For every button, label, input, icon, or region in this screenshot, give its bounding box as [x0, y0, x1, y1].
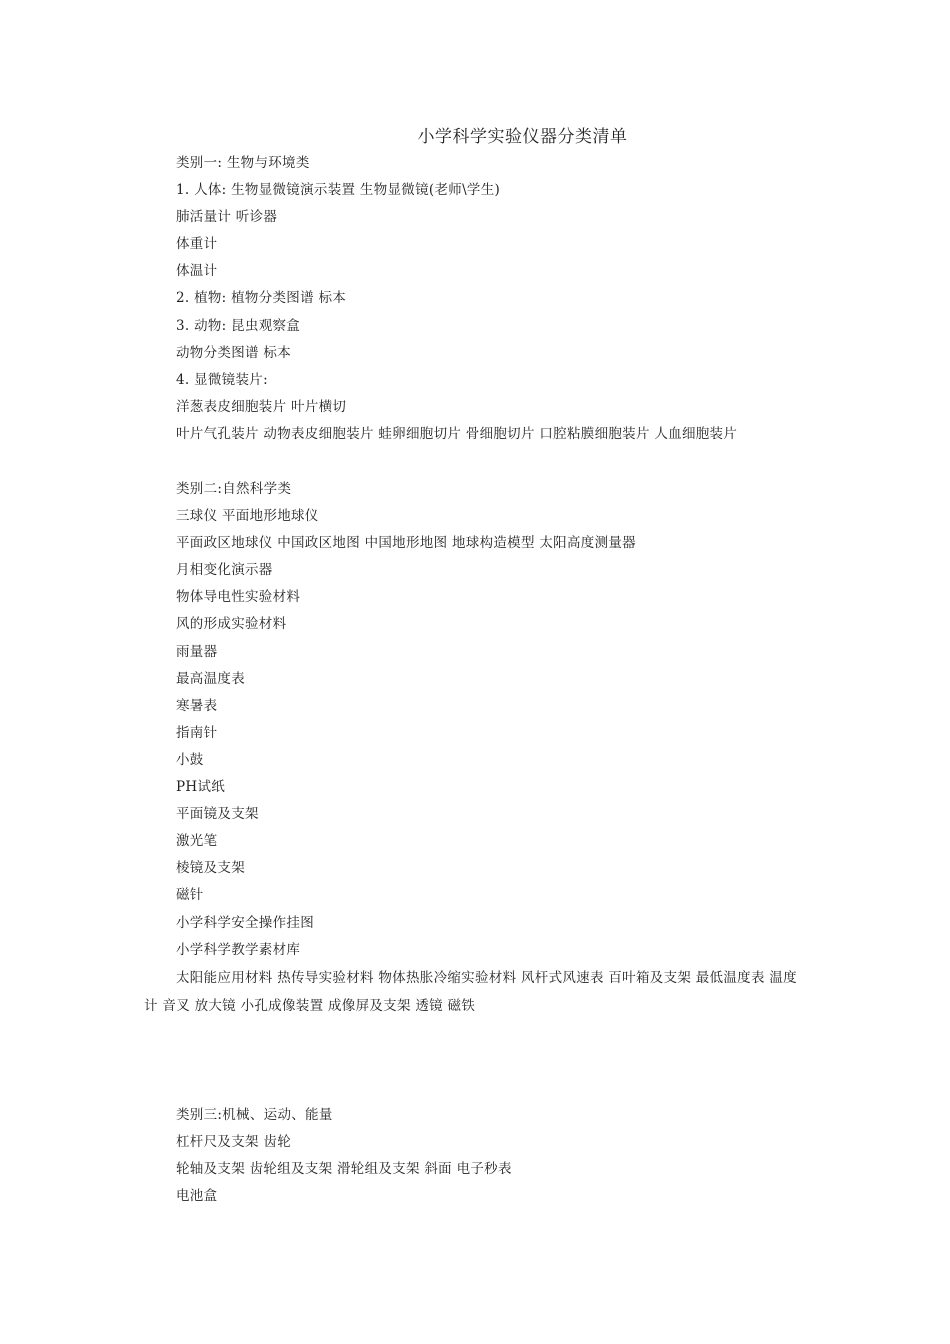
text-line: 动物分类图谱 标本: [176, 344, 291, 361]
text-line: 风的形成实验材料: [176, 616, 287, 633]
text-line: 棱镜及支架: [176, 860, 245, 877]
text-paragraph: 太阳能应用材料 热传导实验材料 物体热胀冷缩实验材料 风杆式风速表 百叶箱及支架 最低温度表 温度计 音叉 放大镜 小孔成像装置 成像屏及支架 透镜 磁铁: [144, 969, 797, 1014]
text-line: 寒暑表: [176, 697, 218, 714]
text-line: 电池盒: [176, 1188, 218, 1205]
text-line: 轮轴及支架 齿轮组及支架 滑轮组及支架 斜面 电子秒表: [176, 1161, 512, 1178]
text-line: PH试纸: [176, 779, 226, 796]
text-line: 平面镜及支架: [176, 806, 259, 823]
text-line: 月相变化演示器: [176, 562, 273, 579]
text-line: 叶片气孔装片 动物表皮细胞装片 蛙卵细胞切片 骨细胞切片 口腔粘膜细胞装片 人血细胞装片: [176, 425, 738, 442]
text-line: 指南针: [176, 724, 218, 741]
text-line: 肺活量计 听诊器: [176, 209, 278, 226]
text-line: 洋葱表皮细胞装片 叶片横切: [176, 398, 347, 415]
document-title: 小学科学实验仪器分类清单: [417, 127, 628, 147]
text-line: 三球仪 平面地形地球仪: [176, 508, 319, 525]
text-line: 4. 显微镜装片:: [176, 371, 268, 388]
section-heading: 类别二:自然科学类: [176, 481, 292, 497]
text-line: 物体导电性实验材料: [176, 589, 301, 606]
text-line: 1. 人体: 生物显微镜演示装置 生物显微镜(老师\学生): [176, 182, 501, 199]
text-line: 小鼓: [176, 751, 204, 768]
text-line: 3. 动物: 昆虫观察盒: [176, 317, 301, 334]
text-line: 杠杆尺及支架 齿轮: [176, 1134, 291, 1151]
text-line: 体重计: [176, 236, 218, 253]
text-line: 小学科学教学素材库: [176, 941, 301, 958]
text-line: 平面政区地球仪 中国政区地图 中国地形地图 地球构造模型 太阳高度测量器: [176, 535, 636, 552]
section-mechanics: [176, 1102, 816, 1210]
section-heading: 类别一: 生物与环境类: [176, 155, 310, 171]
section-natural-science: [144, 476, 816, 1020]
text-line: 小学科学安全操作挂图: [176, 914, 314, 931]
text-line: 最高温度表: [176, 670, 245, 687]
text-line: 雨量器: [176, 643, 218, 660]
section-heading: 类别三:机械、运动、能量: [176, 1107, 333, 1123]
section-biology: [176, 150, 816, 448]
text-line: 激光笔: [176, 833, 218, 850]
text-line: 体温计: [176, 263, 218, 280]
text-line: 2. 植物: 植物分类图谱 标本: [176, 290, 347, 307]
text-line: 磁针: [176, 887, 204, 904]
